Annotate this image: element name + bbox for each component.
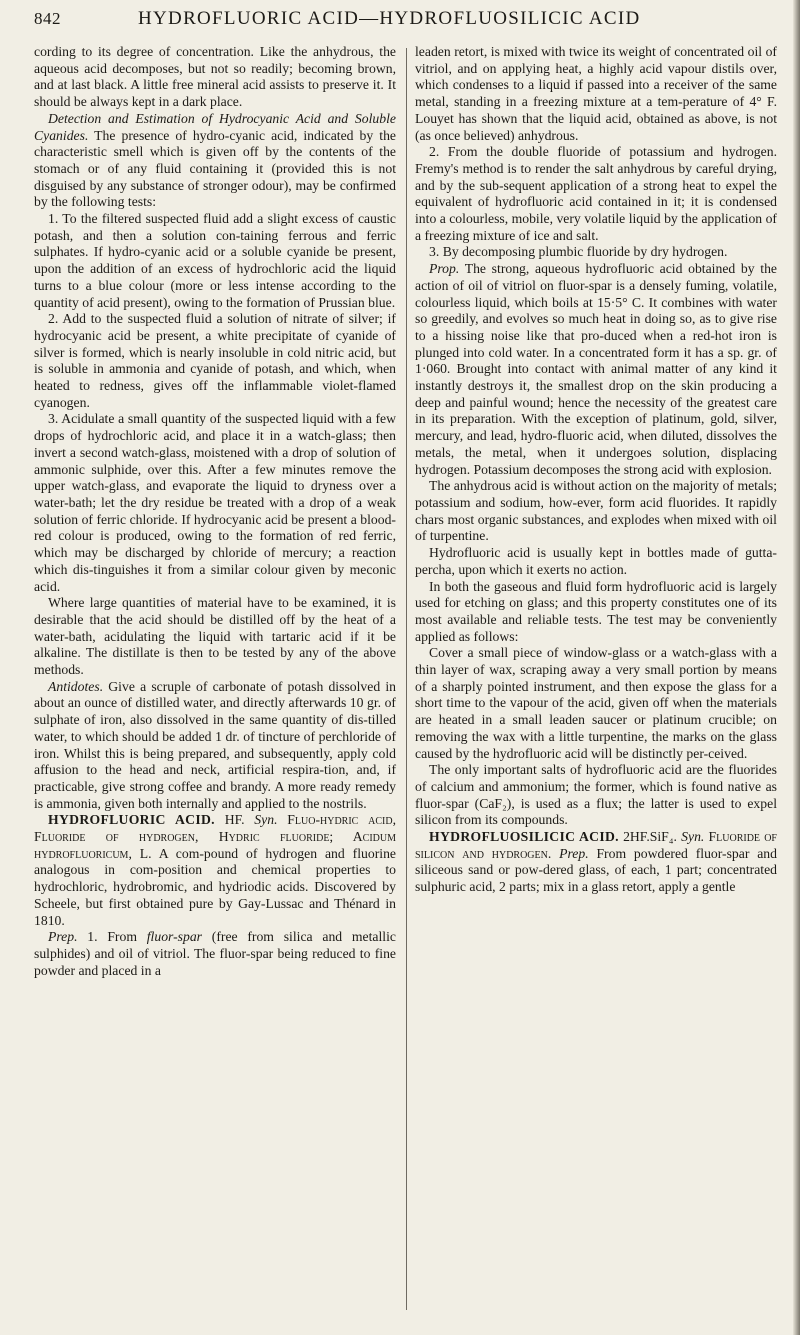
page-header <box>34 8 770 36</box>
formula: HF. <box>214 812 245 828</box>
paragraph: 2. Add to the suspected fluid a solution of nitrate of silver; if hydrocyanic acid be present, a white precipitate of cyanide of silver is formed, which is nearly insoluble in cold nitric acid, but is soluble in ammonia and cyanide of potash, and which, when heated to redness, gives off the inflammable violet-flamed cyanogen. <box>34 311 396 410</box>
paragraph: 2. From the double fluoride of potassium and hydrogen. Fremy's method is to render the salt anhydrous by careful drying, and by the sub-sequent application of a strong heat to expel the equivalent of hydrofluoric acid contained in it; it is condensed into a colourless, mobile, very volatile liquid by the application of a freezing mixture of ice and salt. <box>415 144 777 243</box>
entry-paragraph: HYDROFLUOSILICIC ACID. 2HF.SiF₄. Syn. Fluoride of silicon and hydrogen. Prep. From powdered fluor-spar and siliceous sand or pow-dered glass, of each, 1 part; concentrated sulphuric acid, 2 parts; mix in a glass retort, apply a gentle <box>415 829 777 895</box>
synonyms: Fluoride of silicon and hydrogen. <box>415 829 777 861</box>
paragraph: Hydrofluoric acid is usually kept in bottles made of gutta-percha, upon which it exerts no action. <box>415 545 777 577</box>
page-edge-shadow <box>793 0 800 1335</box>
paragraph: Prop. The strong, aqueous hydrofluoric acid obtained by the action of oil of vitriol on fluor-spar is a densely fuming, volatile, colourless liquid, which boils at 15·5° C. It combines with water so greedily, and evolves so much heat in doing so, as to give rise to a hissing noise like that pro-duced when a red-hot iron is plunged into cold water. In a concentrated form it has a sp. gr. of 1·060. Brought into contact with animal matter of any kind it instantly destroys it, the smallest drop on the skin producing a deep and painful wound; hence the necessity of the greatest care in its preparation. With the exception of platinum, gold, silver, mercury, and lead, hydro-fluoric acid, when diluted, dissolves the metals, the metal, when it undergoes solution, displacing hydrogen. Potassium decomposes the strong acid with explosion. <box>415 261 777 477</box>
paragraph: Where large quantities of material have to be examined, it is desirable that the acid should be distilled off by the heat of a water-bath, acidulating the liquid with tartaric acid if it be alkaline. The distillate is then to be tested by any of the above methods. <box>34 595 396 678</box>
entry-heading: HYDROFLUORIC ACID. <box>48 812 215 828</box>
section-title: Antidotes. <box>48 678 104 694</box>
paragraph: Detection and Estimation of Hydrocyanic Acid and Soluble Cyanides. The presence of hydro-cyanic acid, indicated by the characteristic smell which is given off by the contents of the stomach or of any fluid containing it (provided this is not disguised by any substance of stronger odour), may be confirmed by the following tests: <box>34 110 396 210</box>
paragraph: In both the gaseous and fluid form hydrofluoric acid is largely used for etching on glass; and this property constitutes one of its most available and reliable tests. The test may be conveniently applied as follows: <box>415 578 777 644</box>
right-column <box>415 44 777 896</box>
synonyms: Fluo-hydric acid, Fluoride of hydrogen, Hydric fluoride; Acidum hydrofluoricum, L. <box>34 812 396 861</box>
paragraph: The only important salts of hydrofluoric acid are the fluorides of calcium and ammonium; the former, which is found native as fluor-spar (CaF₂), is used as a flux; the latter is used to expel silicon from its compounds. <box>415 762 777 828</box>
running-head: HYDROFLUORIC ACID—HYDROFLUOSILICIC ACID <box>138 8 641 29</box>
paragraph: 3. Acidulate a small quantity of the suspected liquid with a few drops of hydrochloric acid, and place it in a watch-glass; then invert a second watch-glass, moistened with a drop of solution of ammonic sulphide, over this. After a few minutes remove the upper watch-glass, and evaporate the liquid to dryness over a water-bath; let the dry residue be treated with a drop of a weak solution of ferric chloride. If hydrocyanic acid be present a blood-red colour is produced, owing to the formation of red ferric, which may be discharged by chloride of mercury; a reaction which dis-tinguishes it from a similar colour given by meconic acid. <box>34 411 396 594</box>
entry-paragraph: HYDROFLUORIC ACID. HF. Syn. Fluo-hydric acid, Fluoride of hydrogen, Hydric fluoride; Acidum hydrofluoricum, L. A com-pound of hydrogen and fluorine analogous in com-position and chemical properties to hydrochloric, hydrobromic, and hydriodic acids. Discovered by Scheele, but first obtained pure by Gay-Lussac and Thénard in 1810. <box>34 812 396 928</box>
left-column <box>34 44 396 979</box>
paragraph: Cover a small piece of window-glass or a watch-glass with a thin layer of wax, scraping away a very small portion by means of a sharply pointed instrument, and then expose the glass for a short time to the vapour of the acid, given off when the materials are heated in a small leaden saucer or platinum crucible; on removing the wax with a little turpentine, the marks on the glass caused by the hydrofluoric acid will be distinctly per-ceived. <box>415 645 777 761</box>
paragraph: leaden retort, is mixed with twice its weight of concentrated oil of vitriol, and on applying heat, a highly acid vapour distils over, which condenses to a liquid if passed into a receiver of the same metal, standing in a freezing mixture at a tem-perature of 4° F. Louyet has shown that the liquid acid, obtained as above, is not (as once believed) anhydrous. <box>415 44 777 143</box>
paragraph: cording to its degree of concentration. Like the anhydrous, the aqueous acid decomposes, but not so readily; becoming brown, and at last black. A little free mineral acid assists to preserve it. It should be always kept in a dark place. <box>34 44 396 110</box>
paragraph: Prep. 1. From fluor-spar (free from silica and metallic sulphides) and oil of vitriol. The fluor-spar being reduced to fine powder and placed in a <box>34 929 396 978</box>
entry-heading: HYDROFLUOSILICIC ACID. <box>429 829 619 845</box>
paragraph: 1. To the filtered suspected fluid add a slight excess of caustic potash, and then a solution con-taining ferrous and ferric sulphates. If hydro-cyanic acid or a soluble cyanide be present, upon the addition of an excess of hydrochloric acid the liquid turns to a blue colour (more or less intense according to the quantity of acid present), owing to the formation of Prussian blue. <box>34 211 396 310</box>
column-divider <box>406 48 407 1310</box>
paragraph: The anhydrous acid is without action on the majority of metals; potassium and sodium, how-ever, form acid fluorides. It rapidly chars most organic substances, and explodes when mixed with oil of turpentine. <box>415 478 777 544</box>
page-number: 842 <box>34 9 61 28</box>
paragraph: 3. By decomposing plumbic fluoride by dry hydrogen. <box>429 244 728 260</box>
paragraph: Antidotes. Give a scruple of carbonate of potash dissolved in about an ounce of distilled water, and directly afterwards 10 gr. of sulphate of iron, also dissolved in the same quantity of dis-tilled water, to which should be added 1 dr. of tincture of perchloride of iron. Whilst this is being prepared, and subsequently, apply cold affusion to the head and neck, artificial respira-tion, and, if practicable, give strong coffee and brandy. A more ready remedy is ammonia, given both internally and applied to the nostrils. <box>34 678 396 811</box>
section-title: Detection and Estimation of Hydrocyanic Acid and Soluble Cyanides. <box>34 110 396 143</box>
formula: 2HF.SiF₄. <box>618 829 677 845</box>
